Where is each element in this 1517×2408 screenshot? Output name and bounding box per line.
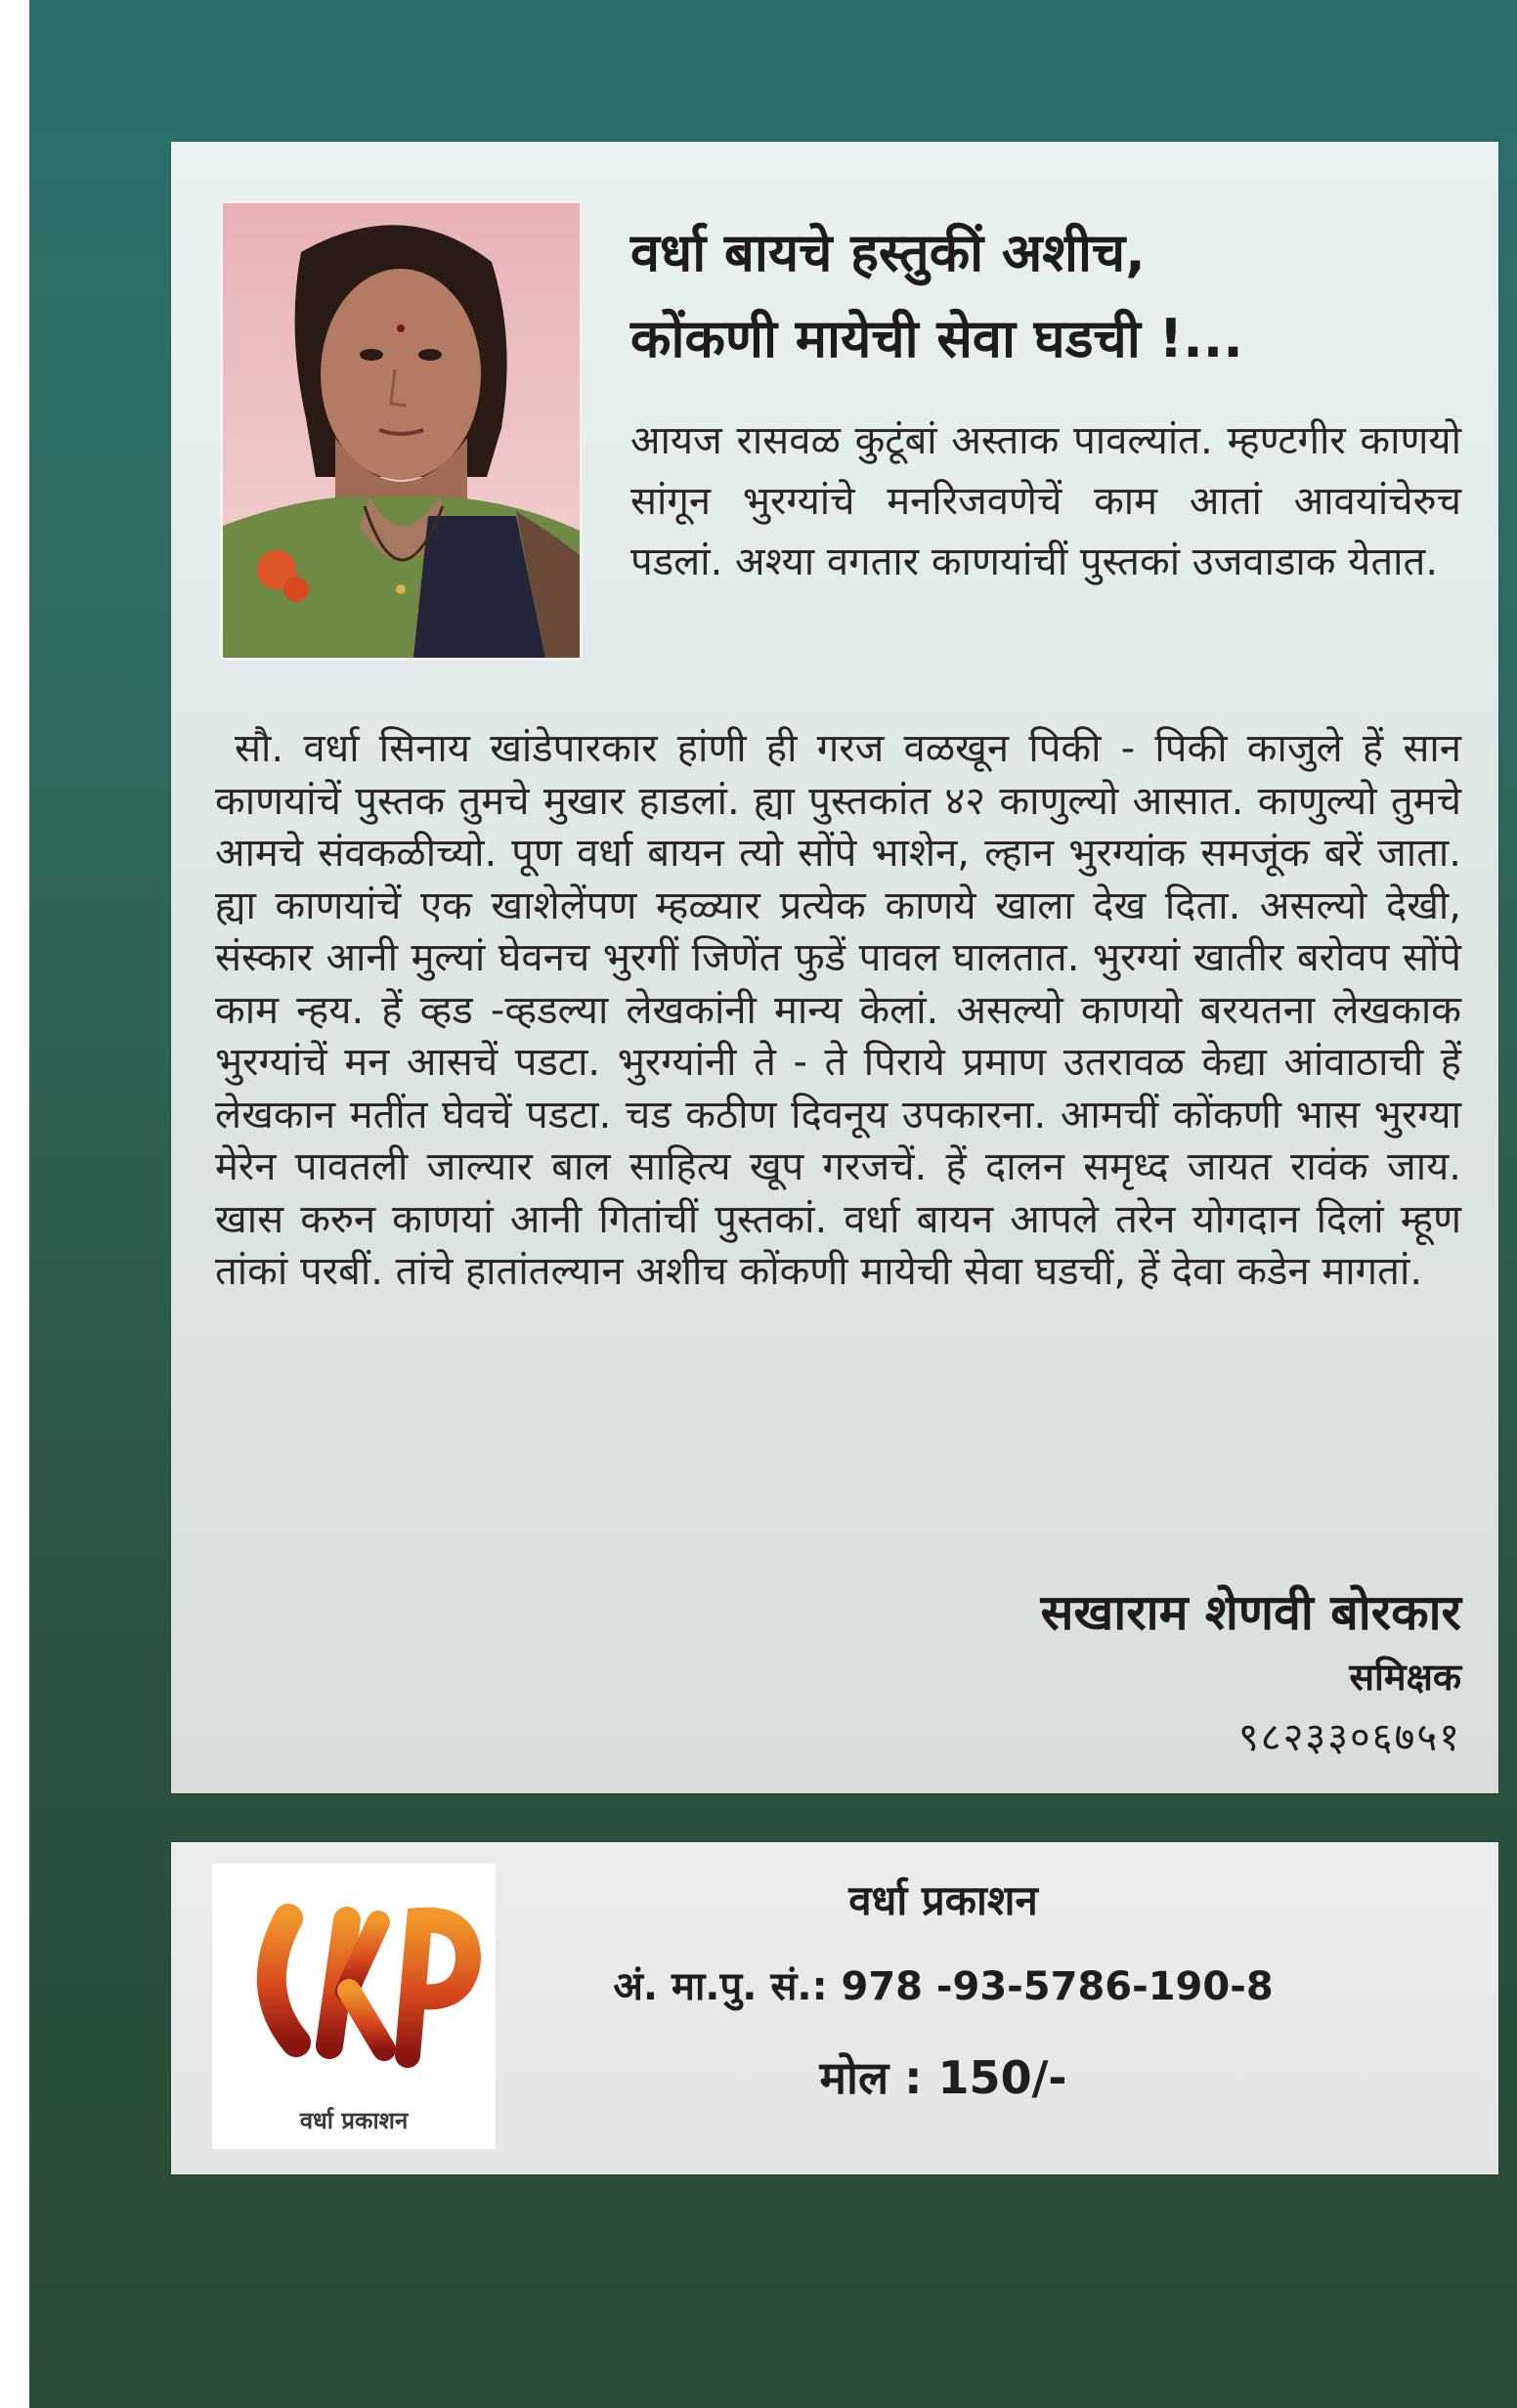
publisher-name: वर्धा प्रकाशन (848, 1876, 1038, 1924)
headline (630, 210, 1471, 382)
publisher-logo (212, 1864, 496, 2149)
headline-line-2: कोंकणी मायेची सेवा घडची !... (630, 308, 1243, 369)
vkp-logo-icon (212, 1881, 496, 2086)
author-signature (1041, 1580, 1461, 1766)
price: मोल : 150/- (819, 2051, 1067, 2104)
book-back-cover (29, 0, 1517, 2408)
review-panel (171, 142, 1498, 1793)
author-role: समिक्षक (1349, 1656, 1461, 1698)
author-name: सखाराम शेणवी बोरकार (1040, 1584, 1461, 1641)
isbn: अं. मा.पु. सं.: 978 -93-5786-190-8 (613, 1964, 1274, 2009)
headline-line-1: वर्धा बायचे हस्तुकीं अशीच, (630, 222, 1146, 283)
logo-caption: वर्धा प्रकाशन (299, 2107, 409, 2134)
publisher-info (513, 1862, 1373, 2122)
author-phone: ९८२३३०६७५१ (1238, 1715, 1461, 1760)
intro-paragraph: आयज रासवळ कुटूंबां अस्ताक पावल्यांत. म्हण्टगीर काणयो सांगून भुरग्यांचे मनरिजवणेचें काम आतां आवयांचेरुच पडलां. अश्या वगतार काणयांचीं पुस्तकां उजवाडाक येतात. (630, 418, 1461, 584)
publisher-panel (171, 1842, 1498, 2174)
review-paragraph: सौ. वर्धा सिनाय खांडेपारकार हांणी ही गरज वळखून पिकी - पिकी काजुले हें सान काणयांचें पुस्तक तुमचे मुखार हाडलां. ह्या पुस्तकांत ४२ काणुल्यो आसात. काणुल्यो तुमचे आमचे संवकळीच्यो. पूण वर्धा बायन त्यो सोंपे भाशेन, ल्हान भुरग्यांक समजूंक बरें जाता. ह्या काणयांचें एक खाशेलेंपण म्हळ्यार प्रत्येक काणये खाला देख दिता. असल्यो देखी, संस्कार आनी मुल्यां घेवनच भुरगीं जिणेंत फुडें पावल घालतात. भुरग्यां खातीर बरोवप सोंपे काम न्हय. हें व्हड -व्हडल्या लेखकांनी मान्य केलां. असल्यो काणयो बरयतना लेखकाक भुरग्यांचें मन आसचें पडटा. भुरग्यांनी ते - ते पिराये प्रमाण उतरावळ केद्या आंवाठाची हें लेखकान मतींत घेवचें पडटा. चड कठीण दिवनूय उपकारना. आमचीं कोंकणी भास भुरग्या मेरेन पावतली जाल्यार बाल साहित्य खूप गरजचें. हें दालन समृध्द जायत रावंक जाय. खास करुन काणयां आनी गितांचीं पुस्तकां. वर्धा बायन आपले तरेन योगदान दिलां म्हूण तांकां परबीं. तांचे हातांतल्यान अशीच कोंकणी मायेची सेवा घडचीं, हें देवा कडेन मागतां. (215, 726, 1461, 1294)
author-photo (220, 200, 583, 661)
